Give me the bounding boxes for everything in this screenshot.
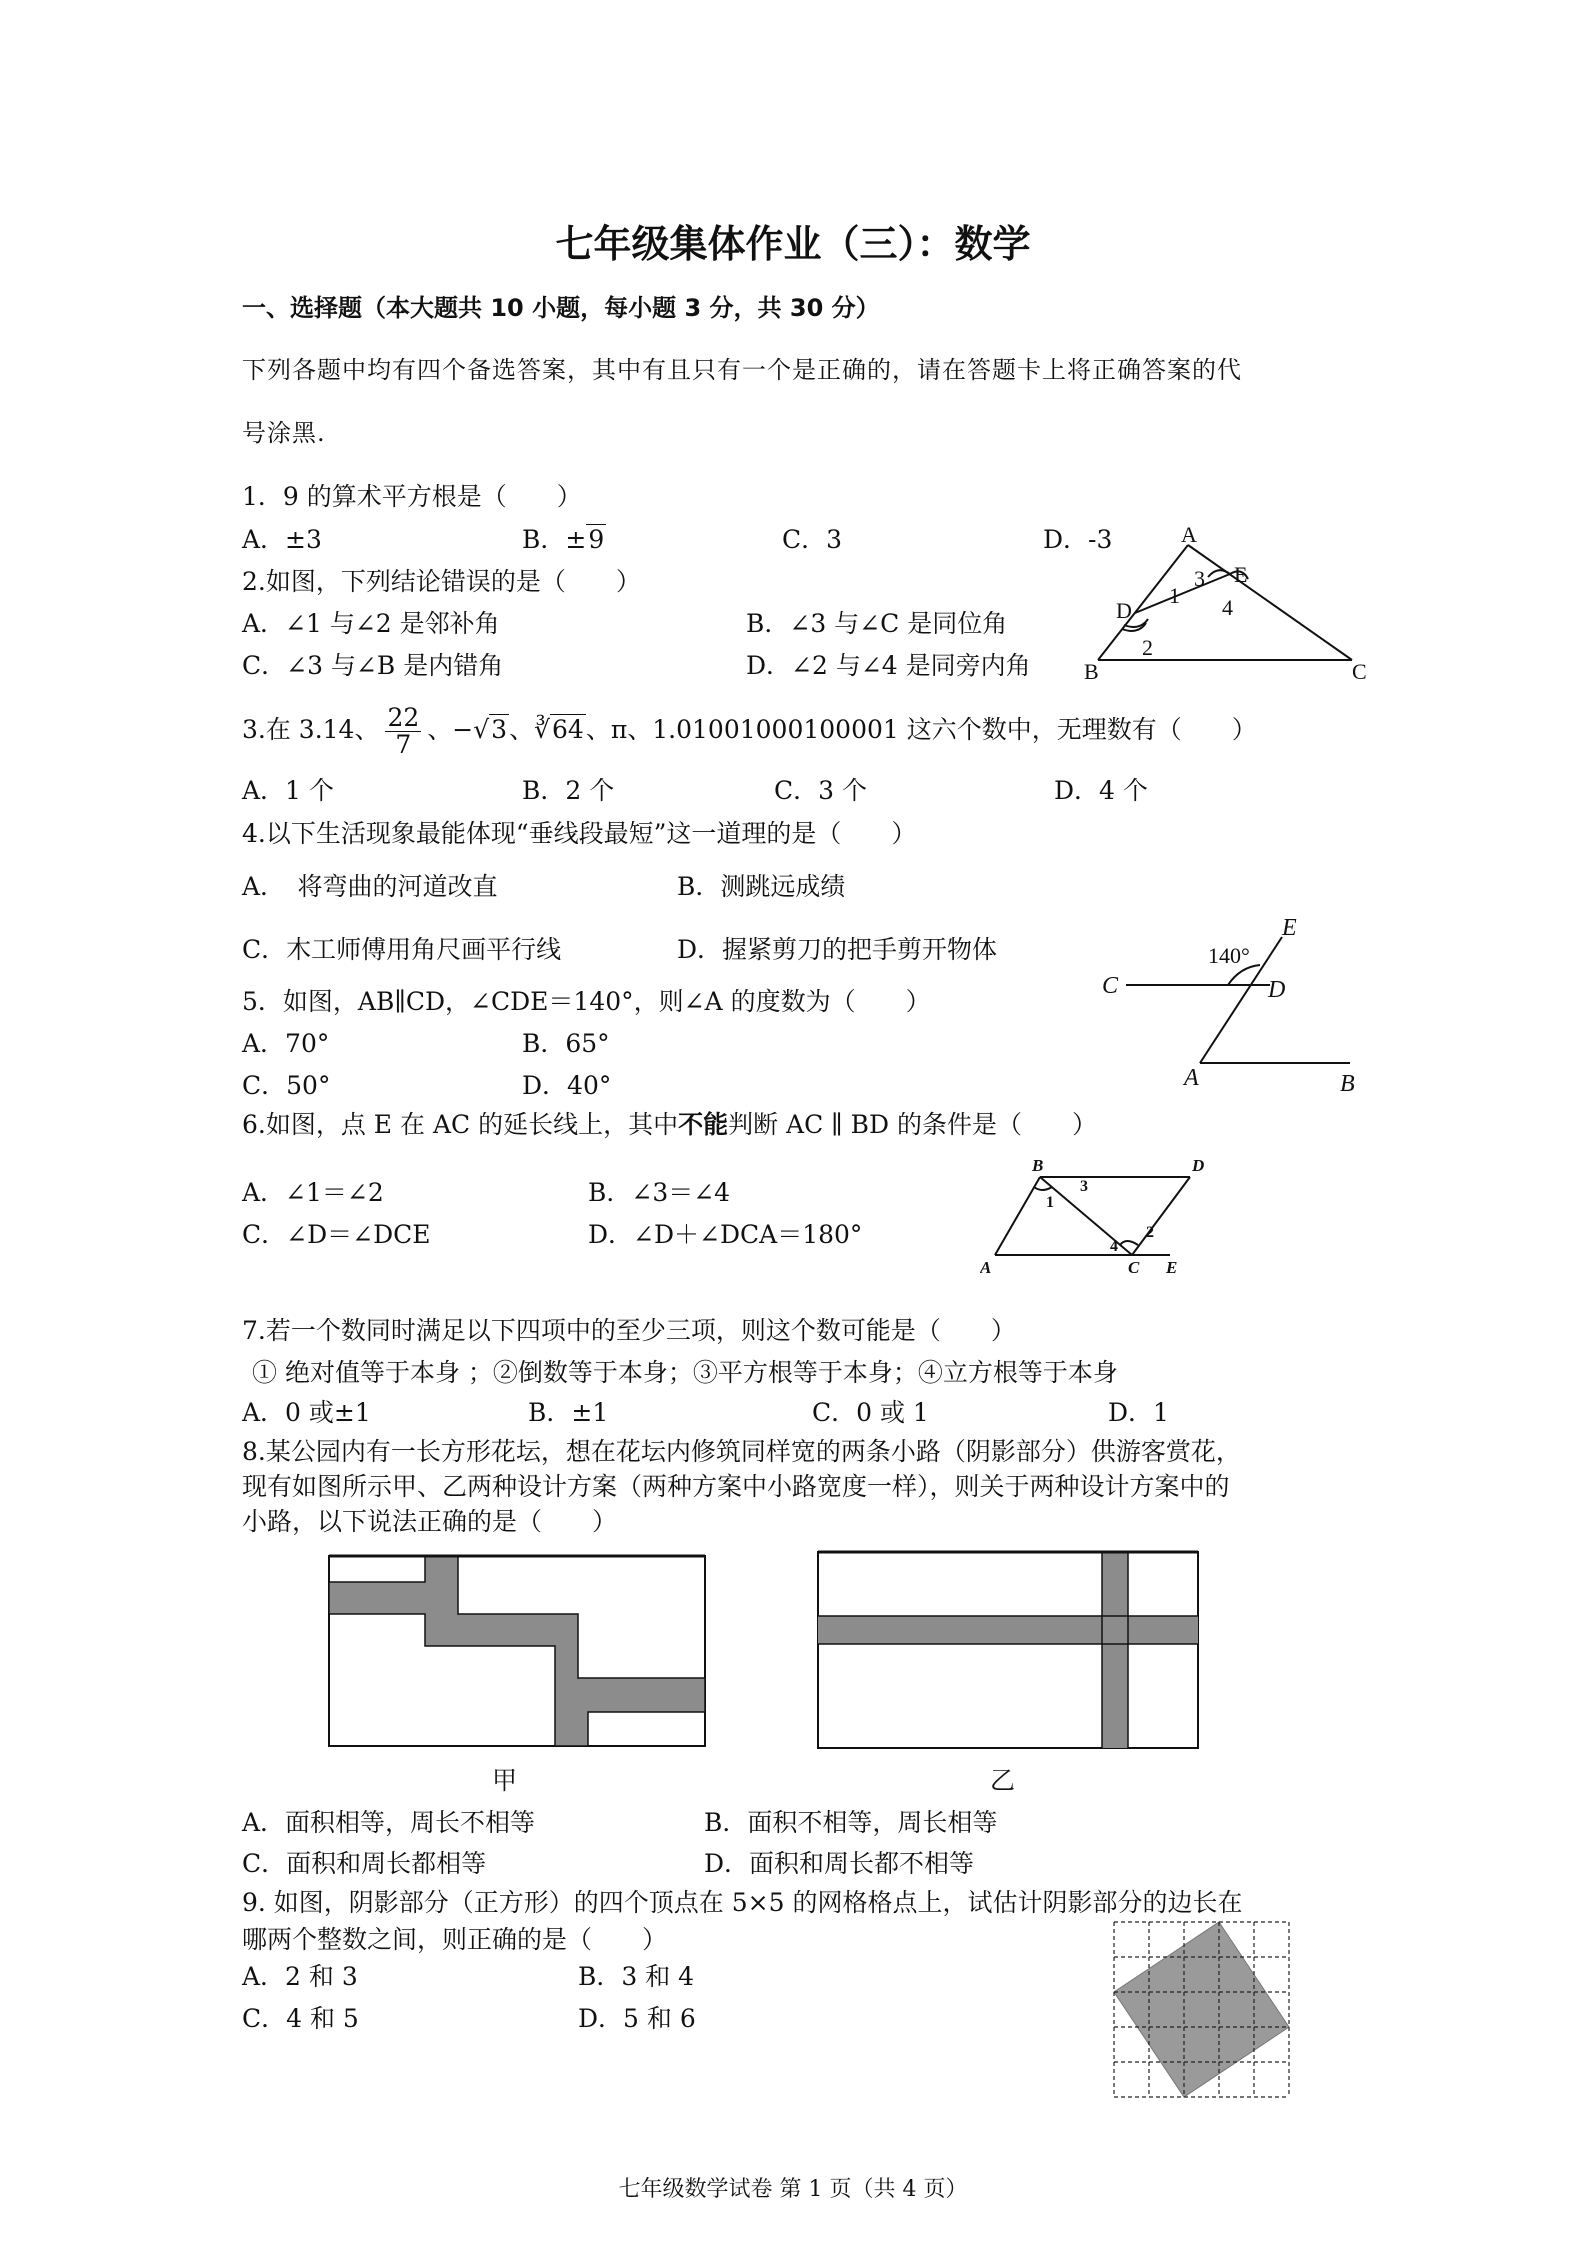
- q8-design-jia: [325, 1552, 710, 1752]
- q6-option-c: C．∠D＝∠DCE: [242, 1220, 431, 1249]
- label-b: B: [1340, 1071, 1355, 1095]
- horizontal-path-yi: [818, 1616, 1198, 1644]
- label-e: E: [1234, 562, 1248, 587]
- sqrt-radicand: 9: [588, 525, 605, 554]
- q2-stem: 2.如图，下列结论错误的是（ ）: [242, 567, 641, 596]
- label-angle-1: 1: [1169, 583, 1180, 608]
- label-a: A: [980, 1258, 992, 1277]
- page-title: 七年级集体作业（三）：数学: [555, 222, 1031, 266]
- q8-stem-line-1: 8.某公园内有一长方形花坛，想在花坛内修筑同样宽的两条小路（阴影部分）供游客赏花，: [242, 1437, 1241, 1466]
- q1-option-a: A．±3: [242, 525, 322, 554]
- q4-option-d: D．握紧剪刀的把手剪开物体: [677, 935, 998, 964]
- q4-option-b: B．测跳远成绩: [677, 872, 846, 901]
- q3-option-a: A．1 个: [242, 776, 334, 805]
- q5-option-b: B．65°: [522, 1029, 610, 1058]
- q2-option-c: C．∠3 与∠B 是内错角: [242, 651, 504, 680]
- q8-stem-line-2: 现有如图所示甲、乙两种设计方案（两种方案中小路宽度一样），则关于两种设计方案中的: [242, 1472, 1230, 1501]
- q6-stem: 6.如图，点 E 在 AC 的延长线上，其中不能判断 AC ∥ BD 的条件是（ ）: [242, 1110, 1098, 1139]
- label-angle-1: 1: [1046, 1194, 1054, 1211]
- q8-option-b: B．面积不相等，周长相等: [704, 1808, 998, 1837]
- label-d: D: [1116, 598, 1132, 623]
- q9-option-a: A．2 和 3: [242, 1962, 358, 1991]
- angle-arc-140: [1228, 965, 1260, 985]
- q1-option-d: D．-3: [1043, 525, 1113, 554]
- q5-option-c: C．50°: [242, 1071, 331, 1100]
- q2-triangle-figure: [1080, 525, 1370, 690]
- q9-stem-line-2: 哪两个整数之间，则正确的是（ ）: [242, 1925, 668, 1954]
- q7-option-c: C．0 或 1: [812, 1398, 929, 1427]
- q6-option-d: D．∠D＋∠DCA＝180°: [588, 1220, 863, 1249]
- q7-option-b: B．±1: [528, 1398, 609, 1427]
- segment-ac: [1188, 545, 1352, 660]
- q9-option-d: D．5 和 6: [578, 2004, 696, 2033]
- label-e: E: [1166, 1258, 1178, 1277]
- flowerbed-yi: [818, 1552, 1198, 1748]
- q8-option-a: A．面积相等，周长不相等: [242, 1808, 536, 1837]
- instruction-line-1: 下列各题中均有四个备选答案，其中有且只有一个是正确的，请在答题卡上将正确答案的代: [242, 356, 1242, 384]
- label-jia: 甲: [492, 1766, 518, 1795]
- label-b: B: [1084, 659, 1099, 684]
- label-yi: 乙: [990, 1766, 1016, 1795]
- label-b: B: [1032, 1156, 1044, 1175]
- segment-dc: [1132, 1177, 1190, 1255]
- angle-arc-b: [1034, 1187, 1052, 1190]
- q7-option-a: A．0 或±1: [242, 1398, 371, 1427]
- q8-stem-line-3: 小路，以下说法正确的是（ ）: [242, 1507, 618, 1536]
- q5-stem: 5．如图，AB∥CD，∠CDE＝140°，则∠A 的度数为（ ）: [242, 987, 931, 1016]
- q6-option-a: A．∠1＝∠2: [242, 1178, 384, 1207]
- label-angle-2: 2: [1142, 635, 1153, 660]
- q8-option-d: D．面积和周长都不相等: [704, 1849, 975, 1878]
- label-a: A: [1181, 525, 1197, 547]
- q4-option-c: C．木工师傅用角尺画平行线: [242, 935, 562, 964]
- label-c: C: [1128, 1258, 1140, 1277]
- segment-ab: [995, 1177, 1040, 1255]
- q3-option-b: B．2 个: [522, 776, 615, 805]
- q1-option-b: B．±9: [522, 525, 605, 554]
- label-angle-3: 3: [1080, 1178, 1088, 1195]
- q4-stem: 4.以下生活现象最能体现“垂线段最短”这一道理的是（ ）: [242, 819, 917, 848]
- q7-conditions: ① 绝对值等于本身 ；②倒数等于本身；③平方根等于本身；④立方根等于本身: [252, 1358, 1118, 1387]
- emphasis-not: 不能: [678, 1110, 729, 1139]
- q9-stem-line-1: 9. 如图，阴影部分（正方形）的四个顶点在 5×5 的网格格点上，试估计阴影部分的边长在: [242, 1888, 1243, 1917]
- shaded-square: [1114, 1922, 1289, 2097]
- q8-option-c: C．面积和周长都相等: [242, 1849, 487, 1878]
- q7-option-d: D．1: [1108, 1398, 1169, 1427]
- label-c: C: [1102, 973, 1119, 999]
- label-d: D: [1268, 977, 1286, 1003]
- label-angle-3: 3: [1194, 566, 1205, 591]
- label-angle-2: 2: [1146, 1224, 1154, 1241]
- angle-arc-c: [1120, 1241, 1138, 1245]
- label-angle-140: 140°: [1208, 943, 1250, 968]
- q9-grid-figure: [1110, 1918, 1294, 2102]
- page-footer: 七年级数学试卷 第 1 页（共 4 页）: [618, 2177, 968, 2202]
- label-a: A: [1184, 1065, 1199, 1091]
- q6-option-b: B．∠3＝∠4: [588, 1178, 731, 1207]
- q8-design-yi: [812, 1548, 1204, 1753]
- label-angle-4: 4: [1222, 595, 1233, 620]
- q3-option-d: D．4 个: [1054, 776, 1148, 805]
- q2-option-a: A．∠1 与∠2 是邻补角: [242, 609, 500, 638]
- q5-option-d: D．40°: [522, 1071, 612, 1100]
- q3-stem: 3.在 3.14、 $\frac{22}{7}$ 、−√3、∛64、π、1.01001000100001 这六个数中，无理数有（ ）: [242, 703, 1257, 759]
- q4-option-a: A． 将弯曲的河道改直: [242, 872, 498, 901]
- q2-option-d: D．∠2 与∠4 是同旁内角: [746, 651, 1031, 680]
- vertical-path-yi: [1102, 1552, 1128, 1748]
- q5-parallel-lines-figure: [1100, 915, 1370, 1095]
- q6-parallelogram-figure: [980, 1155, 1220, 1280]
- q5-option-a: A．70°: [242, 1029, 330, 1058]
- label-c: C: [1352, 659, 1367, 684]
- q1-stem: 1．9 的算术平方根是（ ）: [242, 482, 582, 511]
- instruction-line-2: 号涂黑.: [242, 419, 326, 447]
- label-d: D: [1192, 1156, 1205, 1175]
- label-angle-4: 4: [1110, 1238, 1118, 1255]
- q2-option-b: B．∠3 与∠C 是同位角: [746, 609, 1008, 638]
- q3-option-c: C．3 个: [774, 776, 867, 805]
- fraction-22-7: $\frac{22}{7}$: [387, 703, 420, 759]
- q1-option-c: C．3: [782, 525, 843, 554]
- q7-stem: 7.若一个数同时满足以下四项中的至少三项，则这个数可能是（ ）: [242, 1316, 1016, 1345]
- q9-option-c: C．4 和 5: [242, 2004, 359, 2033]
- label-e: E: [1282, 915, 1297, 941]
- q9-option-b: B．3 和 4: [578, 1962, 695, 1991]
- section-heading: 一、选择题（本大题共 10 小题，每小题 3 分，共 30 分）: [242, 294, 880, 322]
